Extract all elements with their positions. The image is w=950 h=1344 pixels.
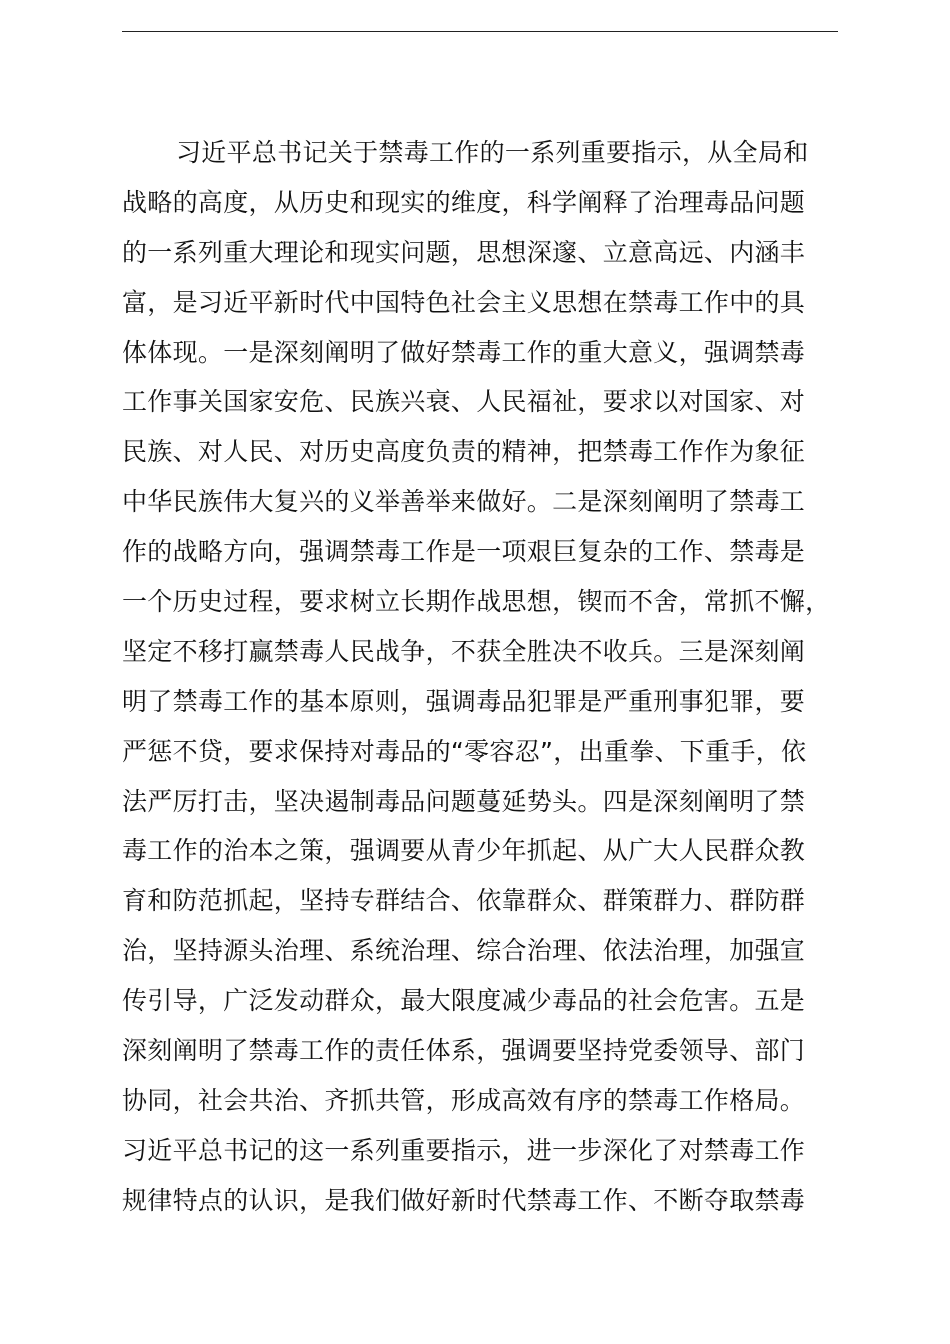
header-rule — [122, 31, 838, 32]
body-paragraph — [122, 128, 882, 1226]
text-line: 民族、对人民、对历史高度负责的精神，把禁毒工作作为象征 — [122, 437, 806, 467]
text-line: 协同，社会共治、齐抓共管，形成高效有序的禁毒工作格局。 — [122, 1085, 806, 1115]
text-line: 法严厉打击，坚决遏制毒品问题蔓延势头。四是深刻阐明了禁 — [122, 786, 806, 816]
text-line: 富，是习近平新时代中国特色社会主义思想在禁毒工作中的具 — [122, 287, 806, 317]
text-line: 习近平总书记的这一系列重要指示，进一步深化了对禁毒工作 — [122, 1135, 806, 1165]
text-line: 一个历史过程，要求树立长期作战思想，锲而不舍，常抓不懈， — [122, 587, 831, 617]
text-line: 深刻阐明了禁毒工作的责任体系，强调要坚持党委领导、部门 — [122, 1036, 806, 1066]
text-line: 育和防范抓起，坚持专群结合、依靠群众、群策群力、群防群 — [122, 886, 806, 916]
text-line: 战略的高度，从历史和现实的维度，科学阐释了治理毒品问题 — [122, 187, 806, 217]
text-line: 规律特点的认识，是我们做好新时代禁毒工作、不断夺取禁毒 — [122, 1185, 806, 1215]
text-line: 作的战略方向，强调禁毒工作是一项艰巨复杂的工作、禁毒是 — [122, 537, 806, 567]
text-line: 传引导，广泛发动群众，最大限度减少毒品的社会危害。五是 — [122, 986, 806, 1016]
text-line: 体体现。一是深刻阐明了做好禁毒工作的重大意义，强调禁毒 — [122, 337, 806, 367]
text-line: 治，坚持源头治理、系统治理、综合治理、依法治理，加强宣 — [122, 936, 806, 966]
text-line: 严惩不贷，要求保持对毒品的“零容忍”，出重拳、下重手，依 — [122, 736, 807, 766]
text-line: 的一系列重大理论和现实问题，思想深邃、立意高远、内涵丰 — [122, 237, 806, 267]
text-line: 毒工作的治本之策，强调要从青少年抓起、从广大人民群众教 — [122, 836, 806, 866]
text-line: 明了禁毒工作的基本原则，强调毒品犯罪是严重刑事犯罪，要 — [122, 686, 806, 716]
text-line: 工作事关国家安危、民族兴衰、人民福祉，要求以对国家、对 — [122, 387, 806, 417]
text-line: 习近平总书记关于禁毒工作的一系列重要指示，从全局和 — [176, 138, 809, 167]
text-line: 坚定不移打赢禁毒人民战争，不获全胜决不收兵。三是深刻阐 — [122, 636, 806, 666]
text-line: 中华民族伟大复兴的义举善举来做好。二是深刻阐明了禁毒工 — [122, 487, 806, 517]
